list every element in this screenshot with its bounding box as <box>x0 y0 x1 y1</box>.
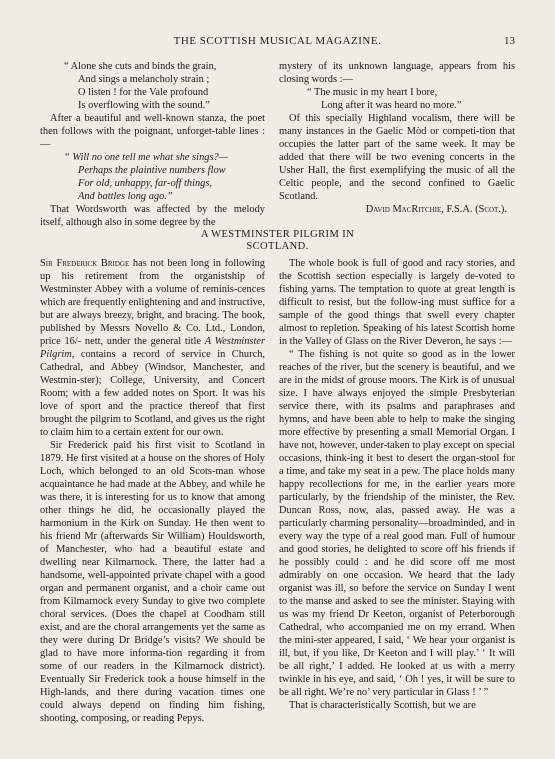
verse-reaper <box>40 60 265 112</box>
article-title-line: A WESTMINSTER PILGRIM IN <box>200 229 355 240</box>
paragraph: After a beautiful and well-known stanza, the poet then follows with the poignant, unforget-table lines :— <box>40 113 265 150</box>
paragraph: The whole book is full of good and racy stories, and the Scottish section especially is largely de-voted to fishing yarns. The temptation to quote at great length is difficult to resist, but the follow-ing must suffice for a sample of the good things that swell every chapter almost to repletion. Speaking of his latest Scottish home in the Valley of Glass on the River Deveron, he says :— <box>279 258 515 347</box>
verse-line: O listen ! for the Vale profound <box>78 87 209 98</box>
verse-line: And sings a melancholy strain ; <box>78 74 210 85</box>
article-left-column <box>40 257 265 725</box>
article-title-line: SCOTLAND. <box>246 241 309 252</box>
verse-music-in-heart <box>279 86 515 112</box>
running-head: THE SCOTTISH MUSICAL MAGAZINE. <box>173 35 382 47</box>
verse-will-no-one <box>40 151 265 203</box>
paragraph <box>40 257 265 439</box>
text-run: contains a record of service in Church, Cathedral, and Abbey (Windsor, Manchester, and Westmin-ster); College, University, and Concert Room; with a few added notes on Sport. It was his love of sport and the practice thereof that first brought the pilgrim to Scotland, and gives us the right to claim him to a certain extent for our own. <box>40 349 265 438</box>
verse-line: “ Will no one tell me what she sings?— <box>64 152 228 163</box>
author-name: Sir Frederick Bridge <box>40 258 130 269</box>
paragraph: Of this specially Highland vocalism, there will be many instances in the Gaelic Mòd or competi-tion that occupies the latter part of the same week. It may be added that there will be two evening concerts in the Usher Hall, the first exemplifying the music of all the Celtic people, and the second confined to Gaelic Scotland. <box>279 113 515 202</box>
verse-line: “ The music in my heart I bore, <box>307 87 438 98</box>
verse-line: Is overflowing with the sound.” <box>78 100 210 111</box>
paragraph: mystery of its unknown language, appears from his closing words :— <box>279 61 515 85</box>
verse-line: Long after it was heard no more.” <box>321 100 462 111</box>
book-title: A Westminster Pilgrim, <box>40 336 265 360</box>
verse-line: And battles long ago.” <box>78 191 173 202</box>
page-number: 13 <box>504 35 515 47</box>
verse-line: For old, unhappy, far-off things, <box>78 178 213 189</box>
article-right-column <box>279 257 515 712</box>
paragraph: That is characteristically Scottish, but we are <box>289 700 476 711</box>
paragraph: “ The fishing is not quite so good as in the lower reaches of the river, but the scenery is beautiful, and we are in the midst of grouse moors. The Kirk is of unusual size. I have always enjoyed the simple Presbyterian service there, with its psalms and paraphrases and hymns, and have been able to help to make the singing more effective by presenting a small Memorial Organ. I have not, however, under-taken to play except on special occasions, think-ing it best to desert the organ-stool for a time, and take my seat in a pew. The place holds many happy recollections for me, in the earlier years more particularly, by the friendship of the minister, the Rev. Duncan Ross, now, alas, passed away. He was a particularly charming personality—broadminded, and in every way the type of a real good man. Full of humour and good stories, he delighted to score off his friends if he possibly could : and he did score off me most admirably on one occasion. We heard that the lady organist was ill, so before the service on Sunday I went to the manse and asked to see the minister. Staying with us was my friend Dr Keeton, organist of Peterborough Cathedral, who accompanied me on my errand. When the mini-ster appeared, I said, ‘ We hear your organist is ill, but, if you like, Dr Keeton and I will play.’ ‘ It will be all right,’ I added. He looked at us with a merry twinkle in his eye, and said, ‘ Oh ! yes, it will be sure to be all right. We’re no’ very particular in Glass ! ’ ” <box>279 349 515 698</box>
text-run: has not been long in following up his retirement from the organistship of Westminster Abbey with a volume of reminis-cences which are frequently enlightening and and instructive, but are always breezy, bright, and bracing. The book, published by Messrs Novello & Co. Ltd., London, price 16/- nett, under the general title <box>40 258 265 347</box>
verse-line: Perhaps the plaintive numbers flow <box>78 165 226 176</box>
top-left-column <box>40 60 265 229</box>
article-title <box>0 229 555 253</box>
top-right-column <box>279 60 515 216</box>
paragraph: That Wordsworth was affected by the melody itself, although also in some degree by the <box>40 204 265 228</box>
paragraph: Sir Frederick paid his first visit to Scotland in 1879. He first visited at a house on the shores of Holy Loch, which belonged to an old Scots-man whose acquaintance he had made at the Abbey, and while he was there, it is interesting for us to know that among other things he did, he occasionally played the harmonium in the Kirk on Sunday. He then went to his friend Mr (afterwards Sir William) Houldsworth, of Manchester, who had a beautiful estate and dwelling near Kilmarnock. There, the latter had a handsome, well-appointed private chapel with a good organ and permanent organist, and a choir came out from Kilmarnock every Sunday to give two complete choral services. (Does the chapel at Coodham still exist, and are the choral arrangements yet the same as they were during Dr Bridge’s visits? We should be glad to have more informa-tion regarding it from some of our readers in the Kilmarnock district). Eventually Sir Frederick took a house himself in the High-lands, and there during vacation times one could always depend on finding him fishing, shooting, composing, or reading Pepys. <box>40 440 265 724</box>
verse-line: “ Alone she cuts and binds the grain, <box>64 61 217 72</box>
author-signature: David MacRitchie, F.S.A. (Scot.). <box>365 204 507 215</box>
